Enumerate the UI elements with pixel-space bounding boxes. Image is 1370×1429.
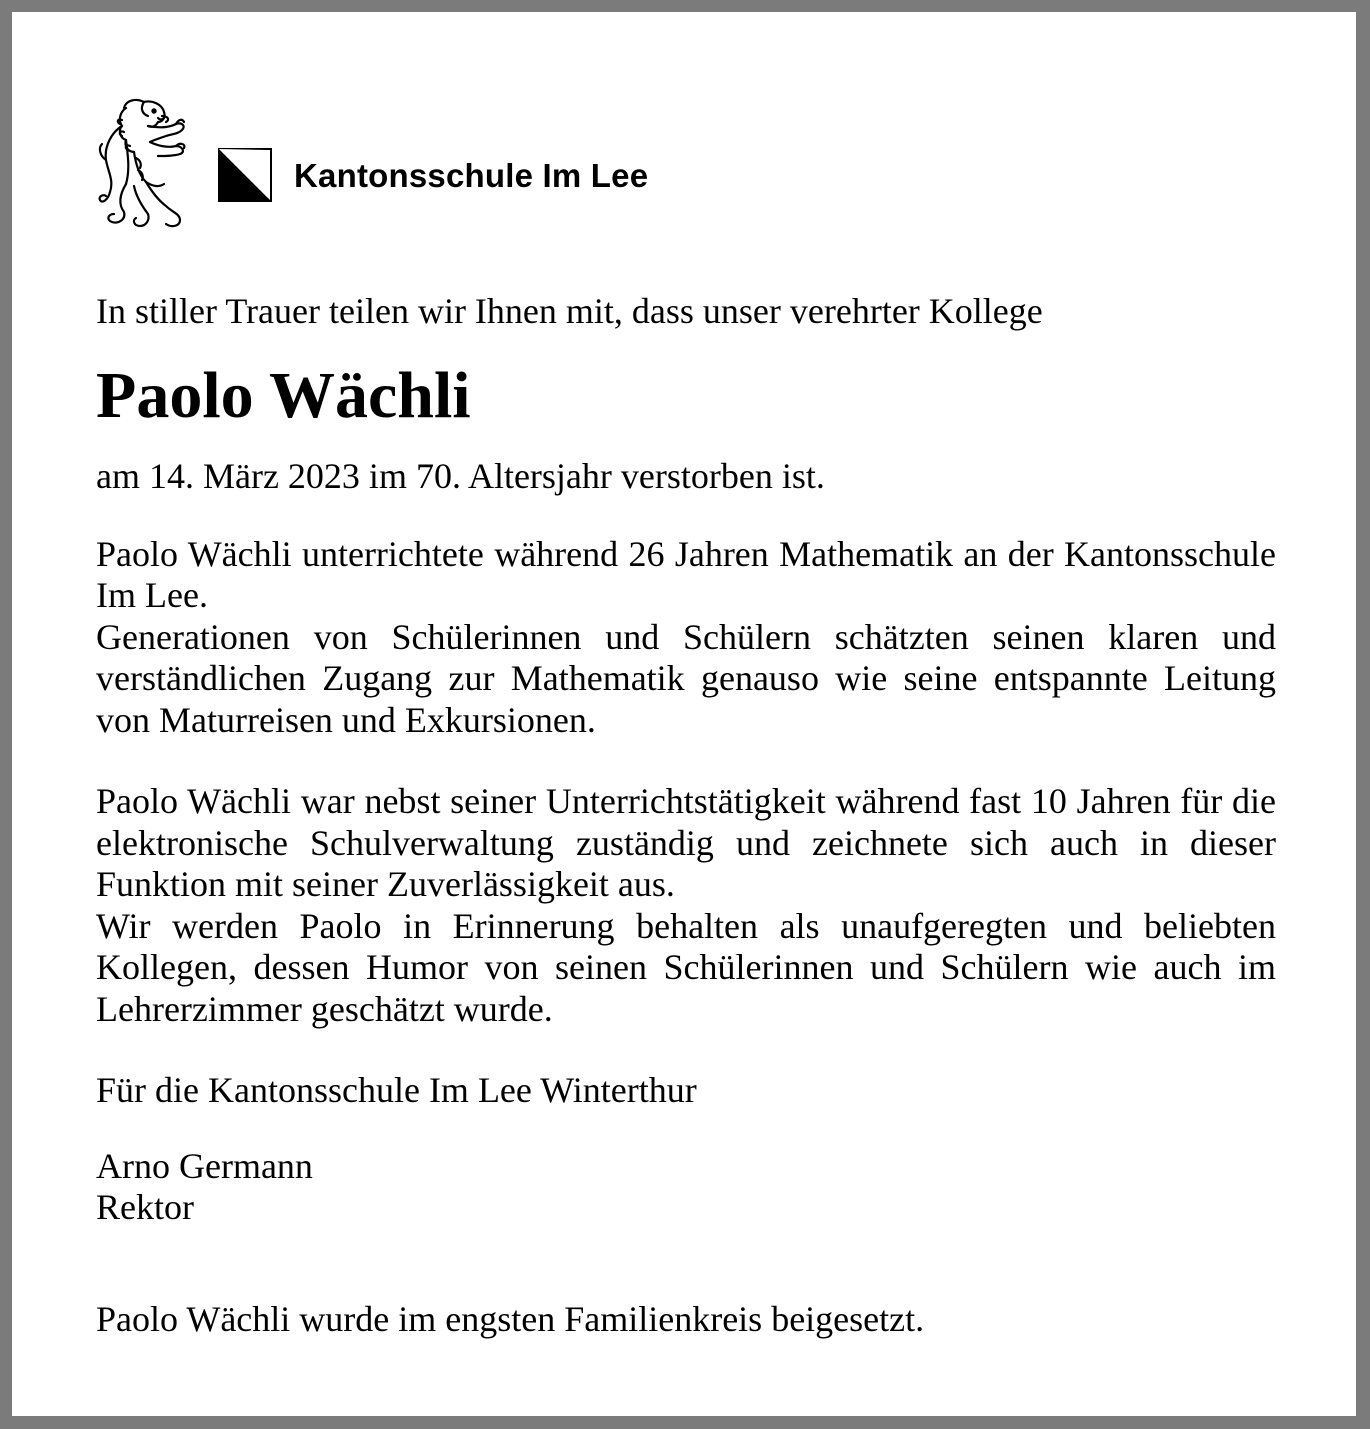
paragraph-administration: Paolo Wächli war nebst seiner Unterrichtstätigkeit während fast 10 Jahren für die elektronische Schulverwaltung zuständig und zeichnete sich auch in dieser Funktion mit seiner Zuverlässigkeit aus. xyxy=(96,781,1276,904)
intro-line: In stiller Trauer teilen wir Ihnen mit, dass unser verehrter Kollege xyxy=(96,291,1043,331)
burial-note: Paolo Wächli wurde im engsten Familienkreis beigesetzt. xyxy=(96,1298,925,1339)
deceased-name: Paolo Wächli xyxy=(96,359,471,432)
paragraph-generations: Generationen von Schülerinnen und Schülern schätzten seinen klaren und verständlichen Zugang zur Mathematik genauso wie seine entspannte Leitung von Maturreisen und Exkursionen. xyxy=(96,616,1276,740)
signature-organization: Für die Kantonsschule Im Lee Winterthur xyxy=(96,1070,697,1110)
obituary-page xyxy=(12,12,1356,1416)
paragraph-remembrance: Wir werden Paolo in Erinnerung behalten als unaufgeregten und beliebten Kollegen, dessen Humor von seinen Schülerinnen und Schülern wie auch im Lehrerzimmer geschätzt wurde. xyxy=(96,905,1276,1029)
paragraph-block-teaching xyxy=(96,534,1276,742)
signature-title: Rektor xyxy=(96,1187,194,1227)
death-notice: am 14. März 2023 im 70. Altersjahr verstorben ist. xyxy=(96,456,825,496)
obituary-text xyxy=(96,290,1276,1340)
school-header xyxy=(96,96,796,246)
signature-name: Arno Germann xyxy=(96,1145,313,1186)
zurich-shield-icon xyxy=(218,148,272,202)
paragraph-teaching: Paolo Wächli unterrichtete während 26 Jahren Mathematik an der Kantonsschule Im Lee. xyxy=(96,533,1276,615)
paragraph-block-administration xyxy=(96,781,1276,1030)
school-name: Kantonsschule Im Lee xyxy=(294,157,649,194)
zurich-lion-icon xyxy=(96,96,188,236)
